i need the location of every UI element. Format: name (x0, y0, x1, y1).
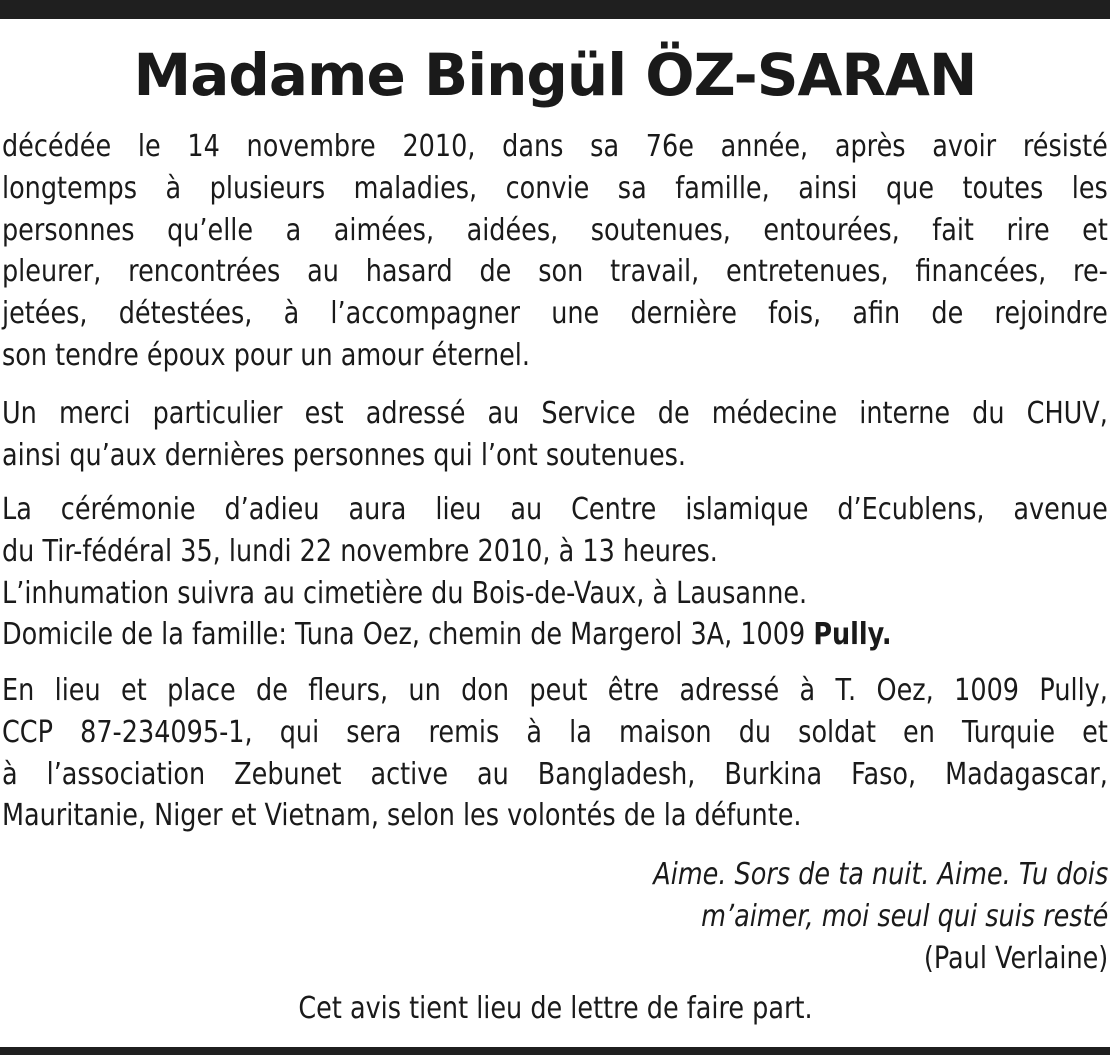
quote-line-1: Aime. Sors de ta nuit. Aime. Tu dois (653, 857, 1108, 892)
verse-quote (653, 854, 1108, 980)
text-line: jetées, détestées, à l’accompagner une dernière fois, afin de rejoindre (2, 296, 1108, 332)
text-line: CCP 87-234095-1, qui sera remis à la maison du soldat en Turquie et (2, 714, 1108, 750)
top-rule (0, 0, 1110, 19)
paragraph-thanks (2, 393, 1108, 477)
text-line: En lieu et place de fleurs, un don peut être adressé à T. Oez, 1009 Pully, (2, 673, 1108, 708)
text-line: son tendre époux pour un amour éternel. (2, 337, 530, 373)
text-line: La cérémonie d’adieu aura lieu au Centre islamique d’Ecublens, avenue (2, 492, 1108, 527)
text-line: Un merci particulier est adressé au Service de médecine interne du CHUV, (2, 396, 1108, 431)
text-line: L’inhumation suivra au cimetière du Bois-de-Vaux, à Lausanne. (2, 575, 808, 611)
bottom-rule (0, 1047, 1110, 1055)
paragraph-ceremony (2, 489, 1108, 656)
quote-author: (Paul Verlaine) (923, 941, 1108, 976)
quote-line-2: m’aimer, moi seul qui suis resté (700, 899, 1108, 934)
text-line: pleurer, rencontrées au hasard de son travail, entretenues, financées, re- (2, 254, 1108, 290)
footer-text: Cet avis tient lieu de lettre de faire part. (297, 991, 813, 1026)
text-line: personnes qu’elle a aimées, aidées, soutenues, entourées, fait rire et (2, 212, 1108, 248)
text-line: ainsi qu’aux dernières personnes qui l’ont soutenues. (2, 437, 687, 473)
text-line: à l’association Zebunet active au Bangladesh, Burkina Faso, Madagascar, (2, 756, 1108, 792)
text-line: Mauritanie, Niger et Vietnam, selon les volontés de la défunte. (2, 798, 802, 834)
text-line: longtemps à plusieurs maladies, convie sa famille, ainsi que toutes les (2, 170, 1108, 206)
paragraph-donation (2, 670, 1108, 837)
footer-note (0, 988, 1110, 1030)
domicile-town: Pully. (813, 617, 892, 653)
text-line: décédée le 14 novembre 2010, dans sa 76e année, après avoir résisté (2, 129, 1108, 164)
domicile-line (2, 614, 1108, 656)
page-title: Madame Bingül ÖZ-SARAN (133, 41, 977, 109)
paragraph-announcement (2, 126, 1108, 377)
text-line: du Tir-fédéral 35, lundi 22 novembre 2010, à 13 heures. (2, 533, 718, 569)
domicile-text: Domicile de la famille: Tuna Oez, chemin de Margerol 3A, 1009 (2, 617, 814, 653)
